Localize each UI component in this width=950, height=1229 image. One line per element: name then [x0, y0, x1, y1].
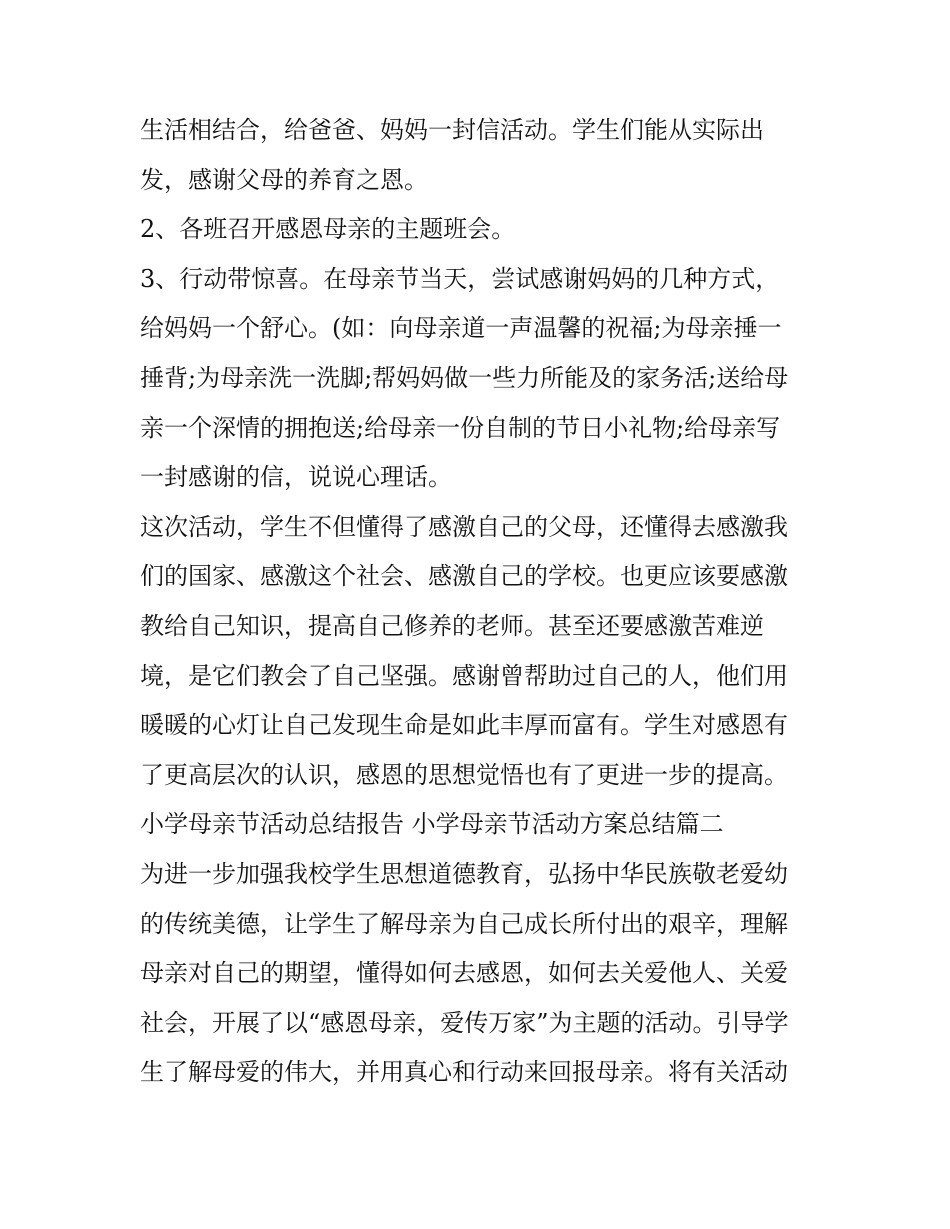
text-line: 发，感谢父母的养育之恩。: [140, 165, 428, 194]
text-line: 给妈妈一个舒心。(如：向母亲道一声温馨的祝福;为母亲捶一: [140, 314, 782, 343]
text-line: 这次活动，学生不但懂得了感激自己的父母，还懂得去感激我: [140, 512, 788, 541]
text-line: 母亲对自己的期望，懂得如何去感恩，如何去关爱他人、关爱: [140, 959, 788, 988]
document-body: [140, 106, 820, 1098]
text-line: 境，是它们教会了自己坚强。感谢曾帮助过自己的人，他们用: [140, 661, 788, 690]
text-line: 的传统美德，让学生了解母亲为自己成长所付出的艰辛，理解: [140, 909, 788, 938]
text-line: 社会，开展了以“感恩母亲，爱传万家”为主题的活动。引导学: [140, 1008, 789, 1037]
text-line: 2、各班召开感恩母亲的主题班会。: [140, 215, 516, 244]
text-line: 生活相结合，给爸爸、妈妈一封信活动。学生们能从实际出: [140, 116, 764, 144]
section-heading: 小学母亲节活动总结报告 小学母亲节活动方案总结篇二: [140, 810, 724, 839]
text-line: 亲一个深情的拥抱送;给母亲一份自制的节日小礼物;给母亲写: [140, 413, 781, 442]
text-line: 暖暖的心灯让自己发现生命是如此丰厚而富有。学生对感恩有: [140, 711, 788, 740]
text-line: 们的国家、感激这个社会、感激自己的学校。也更应该要感激: [140, 562, 788, 591]
text-line: 教给自己知识，提高自己修养的老师。甚至还要感激苦难逆: [140, 611, 764, 640]
text-line: 了更高层次的认识，感恩的思想觉悟也有了更进一步的提高。: [140, 760, 788, 789]
text-line: 一封感谢的信，说说心理话。: [140, 463, 452, 492]
text-line: 3、行动带惊喜。在母亲节当天，尝试感谢妈妈的几种方式，: [140, 264, 780, 293]
text-line: 为进一步加强我校学生思想道德教育，弘扬中华民族敬老爱幼: [140, 859, 788, 888]
text-line: 捶背;为母亲洗一洗脚;帮妈妈做一些力所能及的家务活;送给母: [140, 363, 789, 392]
text-line: 生了解母爱的伟大，并用真心和行动来回报母亲。将有关活动: [140, 1058, 788, 1087]
